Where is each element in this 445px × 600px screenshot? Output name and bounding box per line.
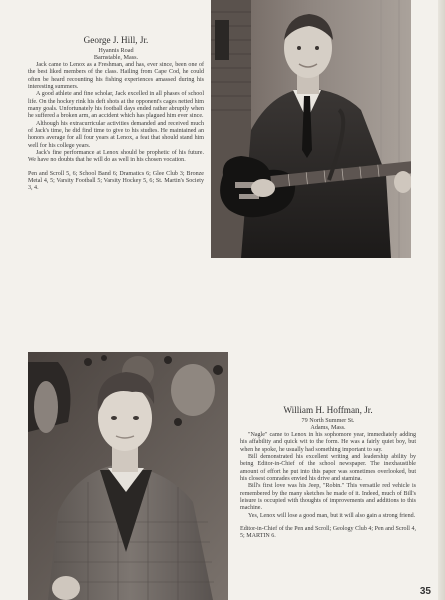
hoffman-activities: Editor-in-Chief of the Pen and Scroll; Geology Club 4; Pen and Scroll 4, 5; MARTIN 6. (240, 525, 416, 540)
hoffman-bio (240, 405, 416, 541)
hill-activities: Pen and Scroll 5, 6; School Band 6; Dramatics 6; Glee Club 3; Bronze Metal 4, 5; Varsity Football 5; Varsity Hockey 5, 6; St. Martin's Society 3, 4. (28, 170, 204, 192)
hoffman-paragraph-1: "Nagle" came to Lenox in his sophomore year, immediately adding his affability and quick wit to the form. He was a fairly quiet boy, but when he spoke, he usually had something important to say. (240, 431, 416, 453)
hoffman-address-line-1: 79 North Summer St. (301, 417, 355, 424)
hoffman-name: William H. Hoffman, Jr. (283, 405, 373, 415)
hill-paragraph-4: Jack's fine performance at Lenox should be prophetic of his future. We have no doubts that he will do as well in his chosen vocation. (28, 149, 204, 164)
hoffman-address-line-2: Adams, Mass. (310, 424, 346, 432)
hill-address-line-2: Barnstable, Mass. (93, 54, 139, 62)
page-edge (438, 0, 445, 600)
hoffman-photo (28, 352, 228, 600)
hill-photo (211, 0, 411, 258)
hill-paragraph-2: A good athlete and fine scholar, Jack excelled in all phases of school life. On the hockey rink his deft shots at the opponent's cages netted him many goals. Unfortunately his football days ended rather abruptly when he suffered a broken arm, an accident which has plagued him ever since. (28, 91, 204, 120)
hoffman-paragraph-4: Yes, Lenox will lose a good man, but it will also gain a strong friend. (248, 512, 416, 519)
page-number: 35 (419, 586, 431, 597)
hoffman-paragraph-3: Bill's first love was his Jeep, "Robin." This versatile red vehicle is remembered by the many sketches he made of it. Indeed, much of Bill's leisure is occupied with thoughts of improvements and additions to this machine. (240, 483, 416, 512)
hill-bio (28, 35, 204, 193)
hill-paragraph-1: Jack came to Lenox as a Freshman, and has, ever since, been one of the best liked members of the class. Hailing from Cape Cod, he could often be heard recounting his fishing experiences amassed during his interesting summers. (28, 61, 204, 90)
hill-address-line-1: Hyannis Road (98, 47, 134, 54)
hoffman-paragraph-2: Bill demonstrated his excellent writing and leadership ability by being Editor-in-Chief of the school newspaper. The inexhaustible amount of effort he put into this paper was sometimes overlooked, but his closest comrades envied his drive and stamina. (240, 453, 416, 482)
hill-paragraph-3: Although his extracurricular activities demanded and received much of Jack's time, he did find time to give to his studies. He maintained an honors average for all four years at Lenox, a feat that should stand him well for his college years. (28, 120, 204, 149)
hill-name: George J. Hill, Jr. (83, 35, 149, 45)
